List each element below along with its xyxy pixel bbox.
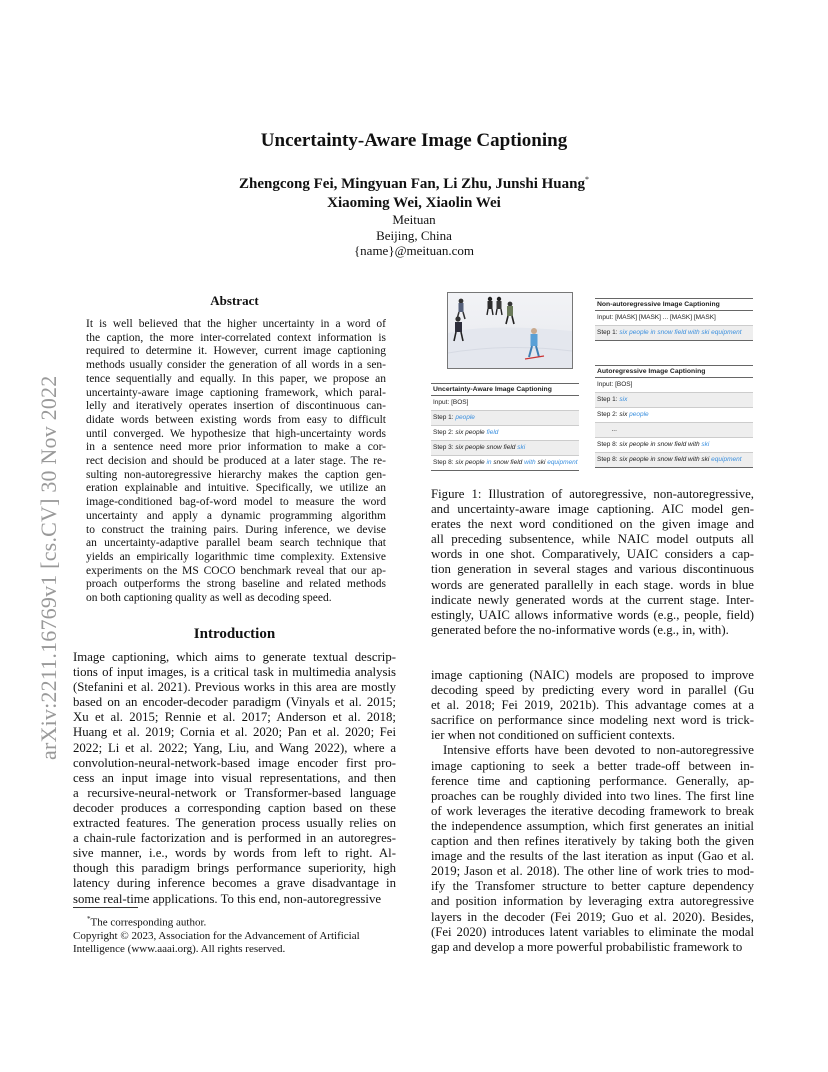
aic-word: six people in snow field with	[619, 441, 702, 448]
uaic-word: snow field	[491, 459, 525, 466]
uaic-row-label: Step 8:	[433, 459, 456, 466]
uaic-row-label: Step 3:	[433, 444, 456, 451]
introduction-line: sive manner, i.e., words by words from left to right. Al-	[73, 846, 396, 861]
figure-caption	[431, 487, 754, 638]
uaic-row-label: Step 1:	[433, 414, 456, 421]
caption-line: tion generation in several stages and various discontinuous	[431, 562, 754, 577]
footnote-mark: *	[87, 915, 91, 923]
abstract-line: experiments on the MS COCO benchmark reveal that our ap-	[86, 564, 386, 577]
right-column-line: gap and develop a more powerful probabilistic framework to	[431, 939, 743, 954]
naic-new-word: six people in snow field with ski equipment	[619, 329, 742, 336]
abstract-line: uncertainty-aware image captioning framework, which paral-	[86, 386, 386, 399]
uaic-row	[431, 411, 579, 426]
affiliation-email: {name}@meituan.com	[353, 243, 475, 258]
aic-new-word: equipment	[711, 456, 742, 463]
right-column-line: (Fei 2020) introduces latent variables to eliminate the modal	[431, 924, 754, 939]
aic-new-word: ski	[701, 441, 710, 448]
introduction-line: cess an input image into visual representations, and then	[73, 770, 396, 785]
uaic-header: Uncertainty-Aware Image Captioning	[431, 383, 579, 396]
right-column-line: ference time and captioning performance. Generally, ap-	[431, 773, 754, 788]
aic-row-label	[597, 426, 610, 433]
abstract-line: tence sequentially and equally. In this paper, we propose an	[86, 372, 386, 385]
aic-new-word: people	[629, 411, 649, 418]
introduction-line: though this paradigm brings performance superiority, high	[73, 861, 396, 876]
right-column-line: the independence assumption, which first generates an initial	[431, 818, 754, 833]
aic-row-label: Step 2:	[597, 411, 620, 418]
naic-row-label: Step 1:	[597, 329, 620, 336]
naic-header: Non-autoregressive Image Captioning	[595, 298, 753, 311]
uaic-row	[431, 441, 579, 456]
abstract-line: yields an empirically logarithmic time complexity. Extensive	[86, 550, 386, 563]
uaic-new-word: equipment	[547, 459, 578, 466]
caption-line: words are generated parallelly in each stage. words in blue	[431, 577, 754, 592]
uaic-row-text: [BOS]	[451, 399, 469, 406]
introduction-line: based on an encoder-decoder paradigm (Vinyals et al. 2015;	[73, 695, 396, 710]
introduction-line: convolution-neural-network-based image encoder first pro-	[73, 755, 396, 770]
introduction-line: some real-time applications. To this end, non-autoregressive	[73, 891, 382, 906]
aic-row-text: [BOS]	[615, 381, 633, 388]
caption-line: and uncertainty-aware image captioning. AIC model gen-	[431, 502, 754, 517]
uaic-new-word: ski	[517, 444, 526, 451]
naic-row	[595, 326, 753, 341]
right-column-line: 2019; Jason et al. 2018). The other line of work tries to mod-	[431, 864, 754, 879]
aic-row	[595, 408, 753, 423]
corresponding-mark: *	[584, 175, 589, 184]
aic-new-word: six	[619, 396, 628, 403]
caption-line: Figure 1: Illustration of autoregressive, non-autoregressive,	[431, 487, 754, 501]
abstract-line: uncertainty and apply a dynamic programming algorithm	[86, 509, 386, 522]
uaic-word: six people	[455, 444, 487, 451]
footnote-text: The corresponding author.	[90, 916, 207, 929]
uaic-word: snow	[486, 444, 502, 451]
aic-row	[595, 393, 753, 408]
introduction-line: extracted features. The generation process usually relies on	[73, 816, 396, 831]
introduction-line: a recursive-neural-network or Transformer-based language	[73, 785, 396, 800]
abstract-line: image-conditioned bag-of-word model to measure the word	[86, 496, 386, 509]
copyright-line-1: Copyright © 2023, Association for the Advancement of Artificial	[73, 929, 360, 942]
introduction-line: Huang et al. 2019; Cornia et al. 2020; Pan et al. 2020; Fei	[73, 725, 396, 740]
naic-panel	[595, 298, 753, 341]
aic-row-label: Step 1:	[597, 396, 620, 403]
aic-word: six	[619, 411, 630, 418]
introduction-line: (Stefanini et al. 2021). Previous works in this area are mostly	[73, 680, 396, 695]
arxiv-stamp	[22, 280, 61, 760]
uaic-new-word: field	[486, 429, 499, 436]
footnote	[73, 913, 396, 956]
aic-row	[595, 378, 753, 393]
caption-line: words in one shot. Comparatively, UAIC considers a cap-	[431, 547, 754, 562]
uaic-row-label: Input:	[433, 399, 452, 406]
abstract-line: on both captioning quality as well as decoding speed.	[86, 592, 332, 605]
paper-title: Uncertainty-Aware Image Captioning	[260, 130, 568, 151]
aic-word: six people in snow field with ski	[619, 456, 712, 463]
abstract-line: sulting non-autoregressive hierarchy makes the caption gen-	[86, 468, 386, 481]
right-column-line: and position information by leveraging extra autoregressive	[431, 894, 754, 909]
right-column-line: caption and then refines iteratively by taking both the given	[431, 834, 754, 849]
uaic-row	[431, 456, 579, 471]
right-column-line: proaches can be roughly divided into two lines. The first line	[431, 788, 754, 803]
right-column-line: image captioning (NAIC) models are proposed to improve	[431, 668, 754, 682]
abstract-line: didate words between existing words from easy to difficult	[86, 413, 386, 426]
introduction-line: tions of input images, is a critical task in multimedia analysis	[73, 665, 396, 680]
right-column-line: ier when not conditioned on sufficient contexts.	[431, 728, 675, 743]
uaic-row-label: Step 2:	[433, 429, 456, 436]
abstract-line: in a sentence need more prior information to make a cor-	[86, 441, 386, 454]
aic-row	[595, 453, 753, 468]
naic-row-label: Input:	[597, 314, 616, 321]
uaic-panel	[431, 383, 579, 471]
aic-panel	[595, 365, 753, 468]
abstract-line: proach outperforms the strong baseline and related methods	[86, 578, 386, 591]
right-column-line: Intensive efforts have been devoted to non-autoregressive	[443, 743, 754, 758]
abstract-line: an uncertainty-adaptive parallel beam search technique that	[86, 537, 386, 550]
aic-row-text: ...	[609, 426, 617, 433]
uaic-word: ski	[535, 459, 548, 466]
aic-row-label: Step 8:	[597, 456, 620, 463]
introduction-line: Xu et al. 2015; Rennie et al. 2017; Anderson et al. 2018;	[73, 710, 396, 725]
caption-line: generated before the no-informative words (e.g., in, with).	[431, 622, 729, 637]
abstract-line: lelly and iteratively operates insertion of discontinuous can-	[86, 400, 386, 413]
authors-line-2: Xiaoming Wei, Xiaolin Wei	[327, 195, 501, 211]
abstract-body	[86, 318, 386, 606]
abstract-line: required to determine it. However, current image captioning	[86, 345, 386, 358]
caption-line: indicate newly generated words at the current stage. Inter-	[431, 592, 754, 607]
aic-row	[595, 438, 753, 453]
uaic-word: field	[501, 444, 518, 451]
abstract-line: methods usually consider the generation of all words in a sen-	[86, 359, 386, 372]
naic-row	[595, 311, 753, 326]
uaic-word: six people	[455, 459, 487, 466]
right-column-line: ify the Transfomer structure to better capture dependency	[431, 879, 754, 894]
naic-row-text: [MASK] [MASK] ... [MASK] [MASK]	[615, 314, 716, 321]
uaic-new-word: in	[486, 459, 492, 466]
uaic-row	[431, 396, 579, 411]
aic-row	[595, 423, 753, 438]
introduction-line: 2022; Li et al. 2022; Yang, Liu, and Wang 2022), where a	[73, 740, 396, 755]
introduction-line: latency during inference becomes a grave disadvantage in	[73, 876, 396, 891]
right-column-body	[431, 668, 754, 955]
right-column-line: image captioning to seek a better trade-off between in-	[431, 758, 754, 773]
introduction-heading: Introduction	[193, 626, 276, 642]
caption-line: all preceding subsentence, while NAIC model outputs all	[431, 532, 754, 547]
footnote-rule	[73, 907, 138, 908]
abstract-line: rect decision and should be produced at a later stage. The re-	[86, 455, 386, 468]
introduction-line: a chain-rule factorization and is performed in an autoregres-	[73, 831, 396, 846]
aic-header: Autoregressive Image Captioning	[595, 365, 753, 378]
uaic-row	[431, 426, 579, 441]
author-list	[0, 170, 828, 213]
aic-row-label: Step 8:	[597, 441, 620, 448]
right-column-line: decoding speed by predicting every word in parallel (Gu	[431, 683, 754, 698]
right-column-line: of work leverages the iterative decoding framework to break	[431, 803, 754, 818]
uaic-new-word: with	[524, 459, 536, 466]
abstract-line: until converged. We hypothesize that high-uncertainty words	[86, 427, 386, 440]
arxiv-id: arXiv:2211.16769v1 [cs.CV] 30 Nov 2022	[36, 375, 61, 760]
introduction-line: decoder produces a corresponding caption based on these	[73, 800, 396, 815]
right-column-line: et al. 2018; Fei 2019, 2021b). This advantage comes at a	[431, 698, 754, 713]
copyright-line-2: Intelligence (www.aaai.org). All rights reserved.	[73, 942, 286, 955]
caption-line: erates the next word conditioned on the given image and	[431, 517, 754, 532]
introduction-line: Image captioning, which aims to generate textual descrip-	[73, 650, 396, 664]
affiliation	[0, 212, 828, 259]
skiers-illustration	[448, 293, 572, 368]
aic-row-label: Input:	[597, 381, 616, 388]
right-column-line: sacrifice on performance since modeling next word is trick-	[431, 713, 754, 728]
uaic-new-word: people	[455, 414, 475, 421]
caption-line: estingly, UAIC allows informative words (e.g., people, field)	[431, 607, 754, 622]
right-column-line: layers in the decoder (Fei 2019; Guo et al. 2020). Besides,	[431, 909, 754, 924]
right-column-line: image and the results of the last iteration as input (Gao et al.	[431, 849, 754, 864]
uaic-word: six people	[455, 429, 487, 436]
abstract-line: to construct the training pairs. During inference, we devise	[86, 523, 386, 536]
figure-photo-skiers	[447, 292, 573, 369]
affiliation-location: Beijing, China	[376, 227, 452, 243]
introduction-body	[73, 650, 396, 907]
abstract-heading: Abstract	[210, 293, 259, 308]
abstract-line: eration explainable and intuitive. Specifically, we utilize an	[86, 482, 386, 495]
affiliation-org: Meituan	[392, 212, 436, 227]
abstract-line: It is well believed that the higher uncertainty in a word of	[86, 318, 386, 330]
authors-line-1: Zhengcong Fei, Mingyuan Fan, Li Zhu, Junshi Huang	[239, 176, 585, 192]
abstract-line: the caption, the more inter-correlated context information is	[86, 331, 386, 344]
